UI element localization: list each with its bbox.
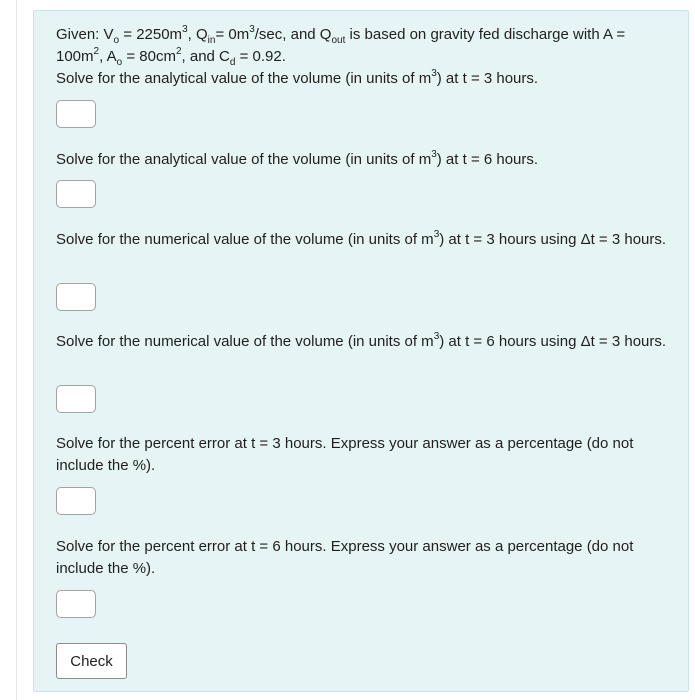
check-button[interactable]: Check bbox=[56, 643, 127, 679]
given-statement: Given: $V_o = 2250m^3$, $Q_{in}= 0m^3/\sec$, and $Q_{out}$ is based on gravity fed discharge with $A = 100m^2$, $A_o = 80cm^2$, and $C_d = 0.92$. bbox=[56, 24, 626, 68]
question-4-text: Solve for the numerical value of the volume (in units of $m^3$) at t = 6 hours using Δt = 3 hours. bbox=[56, 331, 667, 350]
page-left-border bbox=[16, 0, 17, 700]
question-1-text: Solve for the analytical value of the volume (in units of $m^3$) at t = 3 hours. bbox=[56, 68, 539, 87]
answer-input-1[interactable] bbox=[56, 100, 96, 128]
question-6-text: Solve for the percent error at t = 6 hours. Express your answer as a percentage (do not include the %). bbox=[56, 538, 634, 577]
answer-input-3[interactable] bbox=[56, 283, 96, 311]
question-2-text: Solve for the analytical value of the volume (in units of $m^3$) at t = 6 hours. bbox=[56, 149, 539, 168]
answer-input-4[interactable] bbox=[56, 385, 96, 413]
answer-input-6[interactable] bbox=[56, 590, 96, 618]
question-3-text: Solve for the numerical value of the volume (in units of $m^3$) at t = 3 hours using Δt = 3 hours. bbox=[56, 229, 667, 248]
answer-input-5[interactable] bbox=[56, 487, 96, 515]
question-5-text: Solve for the percent error at t = 3 hours. Express your answer as a percentage (do not include the %). bbox=[56, 435, 634, 474]
answer-input-2[interactable] bbox=[56, 180, 96, 208]
